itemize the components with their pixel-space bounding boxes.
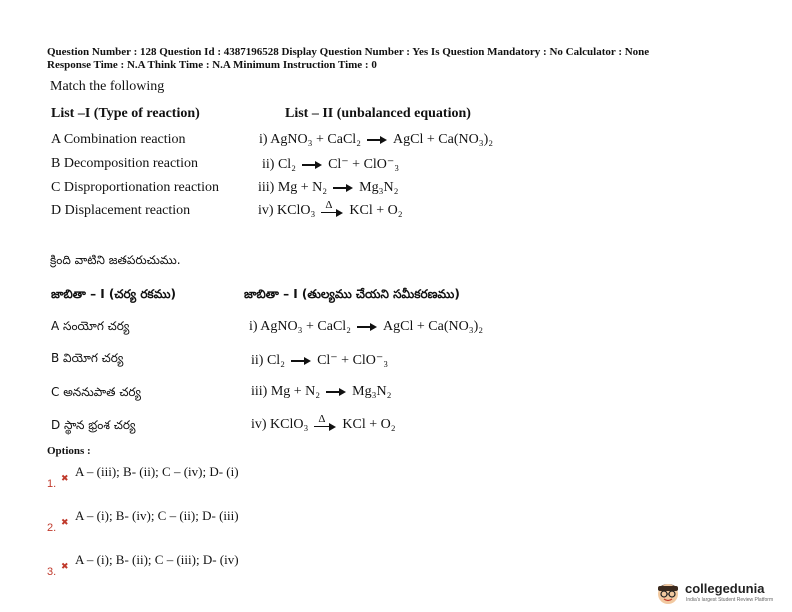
equation-4 [258,198,403,219]
list1-item-c-telugu: C అననుపాత చర్య [51,385,142,399]
option-number: 1. [47,478,57,490]
option-3[interactable] [47,550,347,580]
equation-4-rhs: KCl + O₂ [349,203,403,218]
equation-1-telugu [249,319,483,335]
equation-1-lhs: i) AgNO₃ + CaCl₂ [259,132,362,147]
equation-2-rhs: Cl⁻ + ClO⁻₃ [317,353,389,368]
option-number: 2. [47,522,57,534]
option-1[interactable] [47,462,347,492]
wrong-mark-icon: ✖ [61,518,69,528]
arrow-icon [326,388,346,396]
wrong-mark-icon: ✖ [61,474,69,484]
list2-title-english: List – II (unbalanced equation) [285,106,471,121]
list1-item-a: A Combination reaction [51,132,186,147]
arrow-icon [357,323,377,331]
equation-3-lhs: iii) Mg + N₂ [258,180,328,195]
equation-1-rhs: AgCl + Ca(NO₃)₂ [383,319,484,334]
equation-4-lhs: iv) KClO₃ [251,417,309,432]
equation-2-rhs: Cl⁻ + ClO⁻₃ [328,157,400,172]
delta-symbol: Δ [325,198,333,211]
list1-item-d: D Displacement reaction [51,203,191,218]
arrow-icon [291,357,311,365]
list1-item-b-telugu: B వియోగ చర్య [51,351,124,365]
prompt-english: Match the following [50,79,165,94]
list1-title-telugu: జాబితా – I (చర్య రకము) [51,287,177,301]
collegedunia-logo [655,578,780,608]
equation-1 [259,132,493,148]
option-2[interactable] [47,505,347,535]
prompt-telugu: క్రింది వాటిని జతపరుచుము. [50,253,181,267]
equation-4-telugu [251,412,396,433]
delta-symbol: Δ [318,412,326,425]
list1-item-b: B Decomposition reaction [51,156,198,171]
option-text: A – (i); B- (ii); C – (iii); D- (iv) [75,552,239,567]
heat-arrow-icon [321,198,343,218]
equation-4-lhs: iv) KClO₃ [258,203,316,218]
options-label: Options : [47,445,91,457]
equation-3-rhs: Mg₃N₂ [352,384,392,399]
equation-2-lhs: ii) Cl₂ [262,157,297,172]
list1-item-a-telugu: A సంయోగ చర్య [51,319,130,333]
wrong-mark-icon: ✖ [61,562,69,572]
equation-2 [262,156,399,173]
equation-3-lhs: iii) Mg + N₂ [251,384,321,399]
option-number: 3. [47,566,57,578]
equation-3-telugu [251,384,392,400]
list1-title-english: List –I (Type of reaction) [51,106,200,121]
mascot-icon [655,580,681,606]
equation-1-lhs: i) AgNO₃ + CaCl₂ [249,319,352,334]
equation-2-telugu [251,352,388,369]
option-text: A – (iii); B- (ii); C – (iv); D- (i) [75,464,239,479]
list1-item-d-telugu: D స్థాన భ్రంశ చర్య [51,418,136,432]
option-text: A – (i); B- (iv); C – (ii); D- (iii) [75,508,239,523]
equation-3 [258,180,399,196]
equation-4-rhs: KCl + O₂ [342,417,396,432]
arrow-icon [367,136,387,144]
list1-item-c: C Disproportionation reaction [51,180,219,195]
equation-2-lhs: ii) Cl₂ [251,353,286,368]
list2-title-telugu: జాబితా – I (తుల్యము చేయని సమీకరణము) [244,287,460,301]
question-meta-line1: Question Number : 128 Question Id : 4387196528 Display Question Number : Yes Is Question Mandatory : No Calculator : None [47,46,650,58]
logo-wordmark: collegedunia [685,581,765,596]
equation-3-rhs: Mg₃N₂ [359,180,399,195]
logo-tagline: India's largest Student Review Platform [686,597,774,603]
arrow-icon [302,161,322,169]
heat-arrow-icon [314,412,336,432]
equation-1-rhs: AgCl + Ca(NO₃)₂ [393,132,494,147]
arrow-icon [333,184,353,192]
question-meta-line2: Response Time : N.A Think Time : N.A Minimum Instruction Time : 0 [47,59,377,71]
